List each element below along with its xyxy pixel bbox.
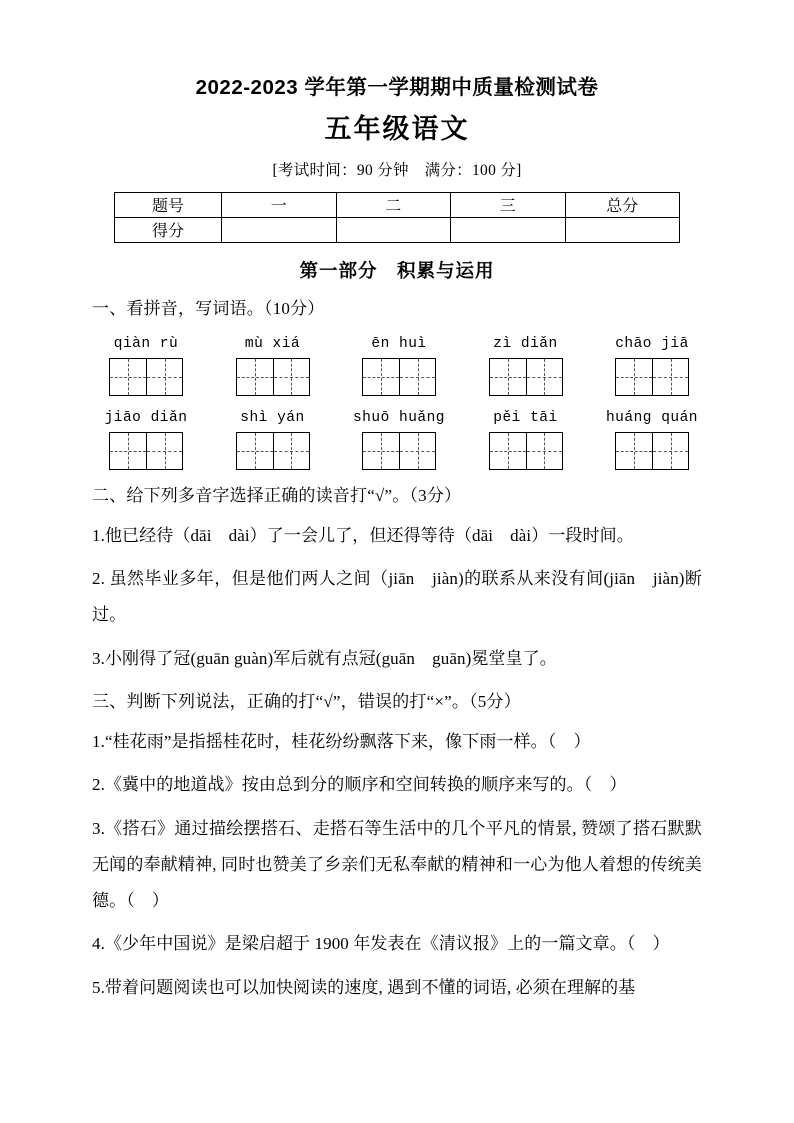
score-cell-total[interactable] [565, 217, 680, 242]
writing-grid[interactable] [615, 358, 689, 396]
score-cell-1[interactable] [222, 217, 337, 242]
grid-cell[interactable] [399, 359, 435, 395]
pinyin-writing-grids [0, 336, 794, 470]
question-2-section [0, 483, 794, 676]
writing-grid[interactable] [109, 358, 183, 396]
question-3-item-4: 4.《少年中国说》是梁启超于 1900 年发表在《清议报》上的一篇文章。（ ） [92, 934, 670, 954]
subject-title: 五年级语文 [324, 113, 470, 144]
grid-cell[interactable] [146, 359, 182, 395]
pinyin-group [345, 336, 453, 396]
score-cell-2[interactable] [336, 217, 451, 242]
pinyin-label: ēn huì [371, 336, 427, 353]
score-table-col-1: 一 [222, 192, 337, 217]
question-2-item-1: 1.他已经待（dāi dài）了一会儿了，但还得等待（dāi dài）一段时间。 [92, 525, 634, 545]
question-1-section [0, 296, 794, 322]
writing-grid[interactable] [489, 358, 563, 396]
grid-cell[interactable] [110, 359, 146, 395]
grid-cell[interactable] [110, 433, 146, 469]
score-table-container [0, 180, 794, 243]
grid-cell[interactable] [237, 433, 273, 469]
pinyin-row-2 [92, 410, 706, 470]
table-row [115, 217, 680, 242]
writing-grid[interactable] [615, 432, 689, 470]
grid-cell[interactable] [273, 359, 309, 395]
grid-cell[interactable] [616, 433, 652, 469]
grid-cell[interactable] [399, 433, 435, 469]
pinyin-label: mù xiá [244, 336, 301, 353]
pinyin-row-1 [92, 336, 706, 396]
question-3-item-1: 1.“桂花雨”是指摇桂花时，桂花纷纷飘落下来，像下雨一样。（ ） [92, 731, 591, 751]
pinyin-label: zì diǎn [493, 336, 558, 353]
question-2-item-2: 2. 虽然毕业多年，但是他们两人之间（jiān jiàn)的联系从来没有间(jiān jiàn)断过。 [92, 569, 702, 625]
pinyin-group [92, 336, 200, 396]
exam-info: [考试时间：90 分钟 满分：100 分] [272, 161, 522, 179]
pinyin-label: jiāo diǎn [104, 410, 188, 427]
table-row [115, 192, 680, 217]
score-table-col-3: 三 [451, 192, 566, 217]
pinyin-group [219, 336, 327, 396]
writing-grid[interactable] [362, 358, 436, 396]
question-2-item-3: 3.小刚得了冠(guān guàn)军后就有点冠(guān guān)冕堂皇了。 [92, 648, 557, 668]
writing-grid[interactable] [489, 432, 563, 470]
question-1-heading: 一、看拼音，写词语。（10分） [92, 298, 325, 318]
grid-cell[interactable] [526, 359, 562, 395]
grid-cell[interactable] [526, 433, 562, 469]
grid-cell[interactable] [363, 359, 399, 395]
question-3-heading: 三、判断下列说法，正确的打“√”，错误的打“×”。（5分） [92, 692, 521, 712]
score-table-row-label: 题号 [115, 192, 222, 217]
pinyin-label: huáng quán [605, 410, 698, 427]
part-heading: 第一部分 积累与运用 [299, 259, 495, 281]
grid-cell[interactable] [237, 359, 273, 395]
writing-grid[interactable] [236, 358, 310, 396]
pinyin-group [219, 410, 327, 470]
paper-title: 2022-2023 学年第一学期期中质量检测试卷 [195, 76, 599, 99]
score-table [114, 192, 680, 243]
question-3-item-2: 2.《冀中的地道战》按由总到分的顺序和空间转换的顺序来写的。（ ） [92, 775, 627, 795]
score-table-col-total: 总分 [565, 192, 680, 217]
pinyin-label: qiàn rù [113, 336, 179, 353]
question-3-item-3: 3.《搭石》通过描绘摆搭石、走搭石等生活中的几个平凡的情景, 赞颂了搭石默默无闻的奉献精神, 同时也赞美了乡亲们无私奉献的精神和一心为他人着想的传统美德。（ ） [92, 819, 702, 910]
pinyin-group [598, 410, 706, 470]
question-3-item-5: 5.带着问题阅读也可以加快阅读的速度, 遇到不懂的词语, 必须在理解的基 [92, 977, 636, 997]
score-table-row-label: 得分 [115, 217, 222, 242]
pinyin-label: chāo jiā [615, 336, 689, 353]
pinyin-label: shuō huǎng [352, 410, 445, 427]
writing-grid[interactable] [236, 432, 310, 470]
writing-grid[interactable] [362, 432, 436, 470]
grid-cell[interactable] [363, 433, 399, 469]
grid-cell[interactable] [490, 359, 526, 395]
score-cell-3[interactable] [451, 217, 566, 242]
grid-cell[interactable] [273, 433, 309, 469]
grid-cell[interactable] [652, 359, 688, 395]
pinyin-group [345, 410, 453, 470]
grid-cell[interactable] [652, 433, 688, 469]
grid-cell[interactable] [490, 433, 526, 469]
pinyin-label: shì yán [240, 410, 305, 427]
question-3-section [0, 689, 794, 1005]
pinyin-group [92, 410, 200, 470]
pinyin-group [598, 336, 706, 396]
grid-cell[interactable] [146, 433, 182, 469]
question-2-heading: 二、给下列多音字选择正确的读音打“√”。（3分） [92, 486, 462, 506]
score-table-col-2: 二 [336, 192, 451, 217]
pinyin-group [472, 336, 580, 396]
pinyin-label: pěi tāi [493, 410, 558, 427]
grid-cell[interactable] [616, 359, 652, 395]
writing-grid[interactable] [109, 432, 183, 470]
pinyin-group [472, 410, 580, 470]
